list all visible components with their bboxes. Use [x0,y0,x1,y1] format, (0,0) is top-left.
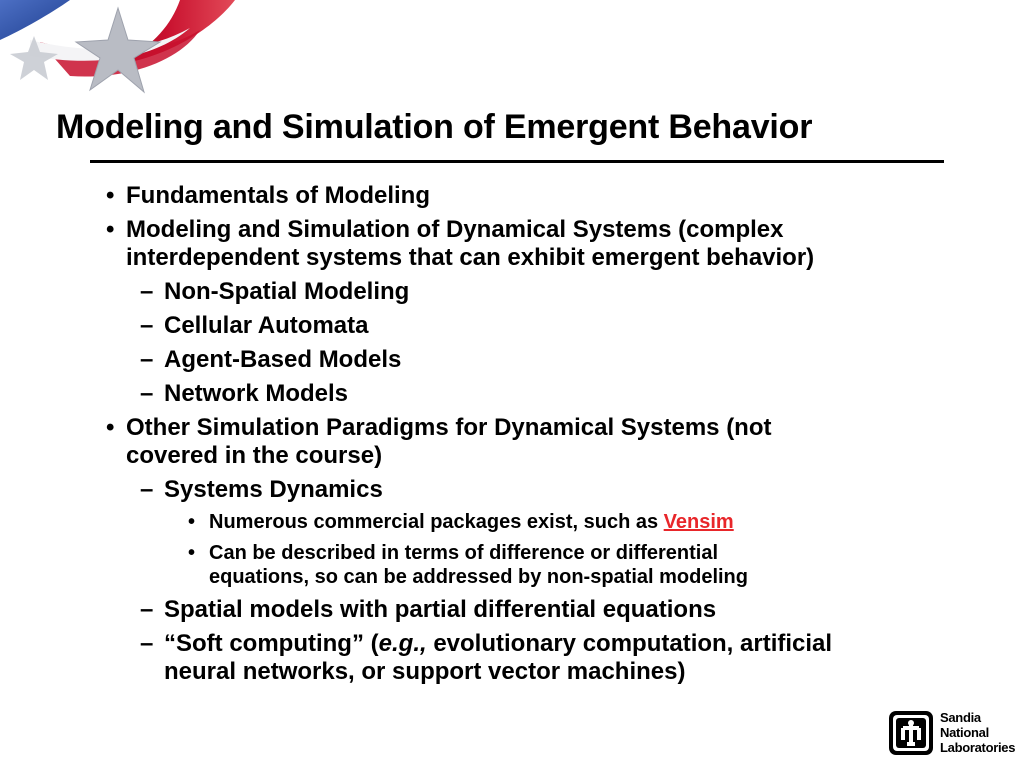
dash-marker: – [140,596,154,623]
slide-title: Modeling and Simulation of Emergent Behavior [56,108,813,146]
bullet-marker: • [188,542,196,564]
sub-item-text: evolutionary computation, artificial [426,630,833,657]
sub-sub-item-text: Numerous commercial packages exist, such as [209,511,664,533]
thunderbird-icon [888,710,934,756]
bullet-text: Other Simulation Paradigms for Dynamical Systems (not [126,414,772,441]
bullet-marker: • [106,182,115,209]
sub-item-text: Network Models [164,380,349,407]
sub-item-text: Agent-Based Models [164,346,402,373]
dash-marker: – [140,380,154,407]
bullet-item [106,216,784,243]
sub-item-text: Cellular Automata [164,312,369,339]
sub-item [140,278,410,305]
sub-sub-item-text: equations, so can be addressed by non-spatial modeling [209,566,748,588]
logo-text [940,710,1015,755]
sub-item-text: “Soft computing” ( [164,630,379,657]
sub-item [140,346,402,373]
sub-item-text: Systems Dynamics [164,476,383,503]
bullet-item [106,414,772,441]
bullet-marker: • [106,216,115,243]
bullet-continuation [126,442,382,469]
bullet-continuation [126,244,814,271]
sub-item [140,476,383,503]
bullet-text: Fundamentals of Modeling [126,182,430,209]
sub-item [140,380,349,407]
dash-marker: – [140,278,154,305]
bullet-marker: • [106,414,115,441]
sub-sub-item [188,541,719,565]
dash-marker: – [140,476,154,503]
sub-item [140,596,717,623]
bullet-item [106,182,430,209]
sub-item-text: Spatial models with partial differential equations [164,596,717,623]
sub-item-italic: e.g., [378,630,427,657]
sub-sub-item-continuation [209,565,748,589]
sub-item-text: neural networks, or support vector machines) [164,658,686,685]
bullet-text: covered in the course) [126,442,383,469]
bullet-text: Modeling and Simulation of Dynamical Systems (complex [126,216,784,243]
sandia-logo [888,708,1016,760]
sub-sub-item [188,510,734,534]
sub-item [140,312,369,339]
dash-marker: – [140,346,154,373]
dash-marker: – [140,630,154,657]
sub-item-text: Non-Spatial Modeling [164,278,410,305]
logo-line: Sandia [940,710,981,725]
vensim-link[interactable]: Vensim [663,511,734,533]
sub-sub-item-text: Can be described in terms of difference or differential [209,542,719,564]
logo-line: Laboratories [940,740,1016,755]
bullet-marker: • [188,511,196,533]
bullet-text: interdependent systems that can exhibit emergent behavior) [126,244,815,271]
sub-item-continuation [164,658,685,685]
sub-item [140,630,833,657]
logo-line: National [940,725,989,740]
dash-marker: – [140,312,154,339]
